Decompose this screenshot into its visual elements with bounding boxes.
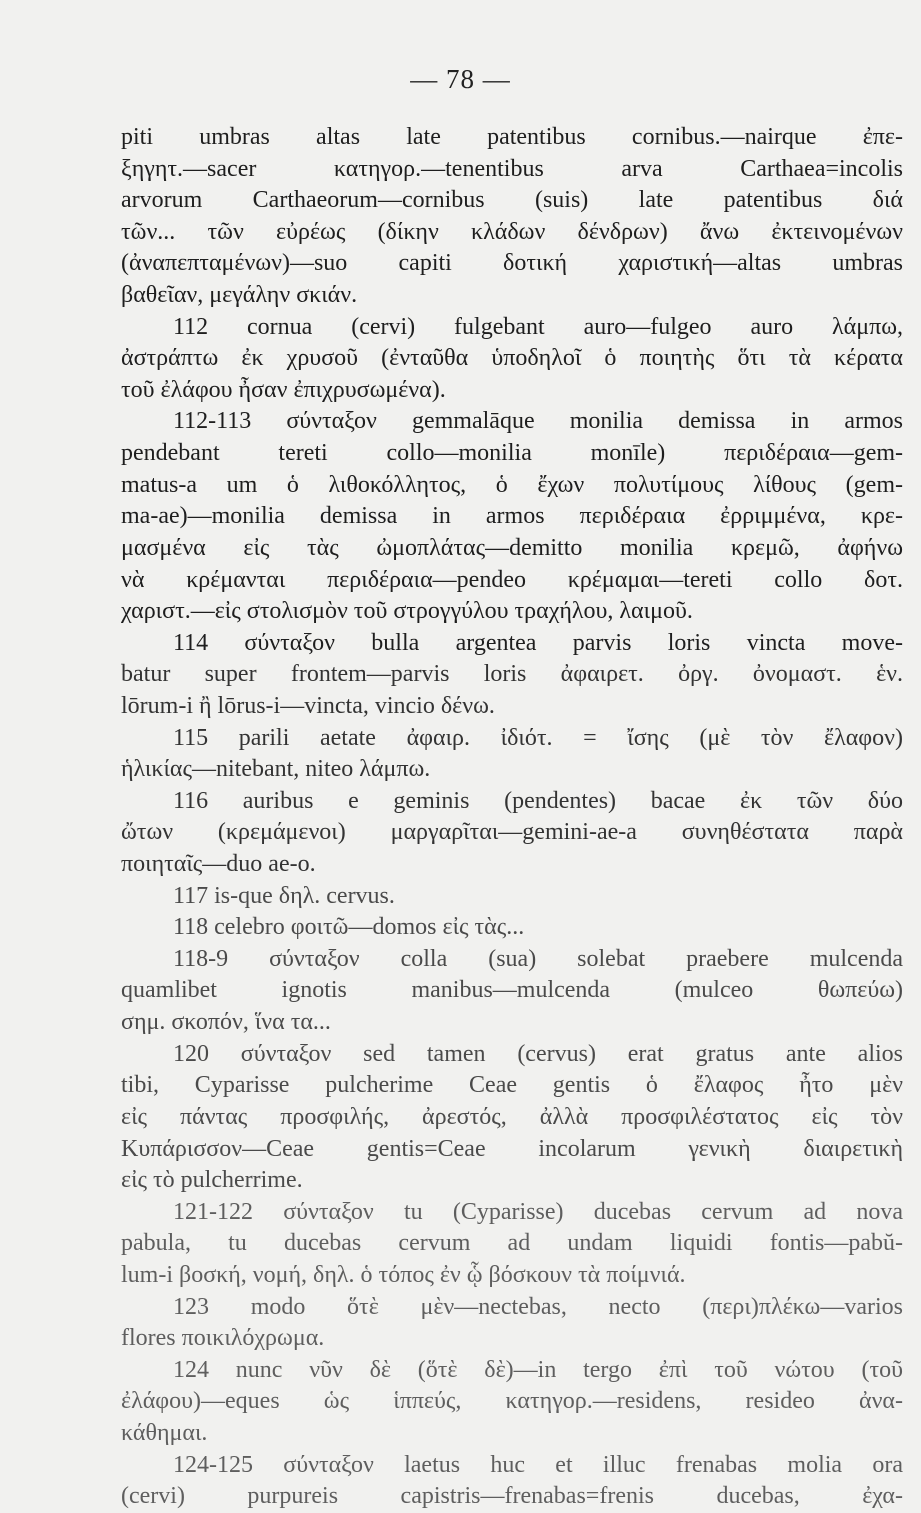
text-line: 120 σύνταξον sed tamen (cervus) erat gratus ante alios xyxy=(173,1040,903,1067)
text-line: βαθεῖαν, μεγάλην σκιάν. xyxy=(121,282,358,309)
text-line: τῶν... τῶν εὐρέως (δίκην κλάδων δένδρων) ἄνω ἐκτεινομένων xyxy=(121,218,903,245)
text-line: εἰς πάντας προσφιλής, ἀρεστός, ἀλλὰ προσφιλέστατος εἰς τὸν xyxy=(121,1103,903,1130)
text-line: σημ. σκοπόν, ἵνα τα... xyxy=(121,1009,331,1036)
text-line: 116 auribus e geminis (pendentes) bacae ἐκ τῶν δύο xyxy=(173,787,903,814)
text-line: 112-113 σύνταξον gemmalāque monilia demissa in armos xyxy=(173,408,903,435)
text-line: arvorum Carthaeorum—cornibus (suis) late patentibus διά xyxy=(121,187,903,214)
text-line: 117 is-que δηλ. cervus. xyxy=(173,882,395,909)
text-line: flores ποικιλόχρωμα. xyxy=(121,1325,325,1352)
text-line: 124 nunc νῦν δὲ (ὅτὲ δὲ)—in tergo ἐπὶ τοῦ νώτου (τοῦ xyxy=(173,1356,903,1383)
text-line: batur super frontem—parvis loris ἀφαιρετ. ὀργ. ὀνομαστ. ἑν. xyxy=(121,661,903,688)
text-line: lōrum-i ἢ lōrus-i—vincta, vincio δένω. xyxy=(121,692,495,719)
text-line: pabula, tu ducebas cervum ad undam liquidi fontis—pabŭ- xyxy=(121,1230,903,1257)
text-line: νὰ κρέμανται περιδέραια—pendeo κρέμαμαι—tereti collo δοτ. xyxy=(121,566,903,593)
text-line: ποιηταῖς—duo ae-o. xyxy=(121,851,316,878)
text-line: piti umbras altas late patentibus cornibus.—nairque ἐπε- xyxy=(121,124,903,150)
text-line: ἀστράπτω ἐκ χρυσοῦ (ἐνταῦθα ὑποδηλοῖ ὁ ποιητὴς ὅτι τὰ κέρατα xyxy=(121,345,903,372)
text-line: 118 celebro φοιτῶ—domos εἰς τὰς... xyxy=(173,914,525,941)
text-line: 121-122 σύνταξον tu (Cyparisse) ducebas cervum ad nova xyxy=(173,1198,903,1225)
text-line: 124-125 σύνταξον laetus huc et illuc frenabas molia ora xyxy=(173,1451,903,1478)
text-line: ξηγητ.—sacer κατηγορ.—tenentibus arva Carthaea=incolis xyxy=(121,155,903,182)
text-line: 118-9 σύνταξον colla (sua) solebat praebere mulcenda xyxy=(173,945,903,972)
text-line: 112 cornua (cervi) fulgebant auro—fulgeo auro λάμπω, xyxy=(173,313,903,340)
text-line: matus-a um ὁ λιθοκόλλητος, ὁ ἔχων πολυτίμους λίθους (gem- xyxy=(121,471,903,498)
text-line: pendebant tereti collo—monilia monīle) περιδέραια—gem- xyxy=(121,440,903,467)
text-line: εἰς τὸ pulcherrime. xyxy=(121,1167,303,1194)
text-line: ἐλάφου)—eques ὡς ἱππεύς, κατηγορ.—residens, resideo ἀνα- xyxy=(121,1388,903,1415)
text-line: quamlibet ignotis manibus—mulcenda (mulceo θωπεύω) xyxy=(121,977,903,1004)
text-line: ma-ae)—monilia demissa in armos περιδέραια ἐρριμμένα, κρε- xyxy=(121,503,903,530)
commentary-text xyxy=(121,122,903,1513)
text-line: 115 parili aetate ἀφαιρ. ἰδιότ. = ἴσης (μὲ τὸν ἔλαφον) xyxy=(173,724,903,751)
text-line: 114 σύνταξον bulla argentea parvis loris vincta move- xyxy=(173,629,903,656)
text-line: κάθημαι. xyxy=(121,1419,208,1446)
text-line: μασμένα εἰς τὰς ὠμοπλάτας—demitto monilia κρεμῶ, ἀφήνω xyxy=(121,534,903,561)
text-line: χαριστ.—εἰς στολισμὸν τοῦ στρογγύλου τραχήλου, λαιμοῦ. xyxy=(121,598,693,625)
text-line: (ἀναπεπταμένων)—suo capiti δοτική χαριστική—altas umbras xyxy=(121,250,903,277)
text-line: tibi, Cyparisse pulcherime Ceae gentis ὁ ἔλαφος ἦτο μὲν xyxy=(121,1072,903,1099)
page-number: — 78 — xyxy=(410,64,511,94)
text-line: Κυπάρισσον—Ceae gentis=Ceae incolarum γενικὴ διαιρετικὴ xyxy=(121,1135,903,1162)
text-line: ἡλικίας—nitebant, niteo λάμπω. xyxy=(121,756,431,783)
text-line: (cervi) purpureis capistris—frenabas=frenis ducebas, ἐχα- xyxy=(121,1483,903,1510)
text-line: 123 modo ὅτὲ μὲν—nectebas, necto (περι)πλέκω—varios xyxy=(173,1293,903,1320)
text-line: ὤτων (κρεμάμενοι) μαργαρῖται—gemini-ae-a συνηθέστατα παρὰ xyxy=(121,819,903,846)
text-line: τοῦ ἐλάφου ἦσαν ἐπιχρυσωμένα). xyxy=(121,376,446,403)
text-line: lum-i βοσκή, νομή, δηλ. ὁ τόπος ἐν ᾧ βόσκουν τὰ ποίμνιά. xyxy=(121,1261,686,1288)
